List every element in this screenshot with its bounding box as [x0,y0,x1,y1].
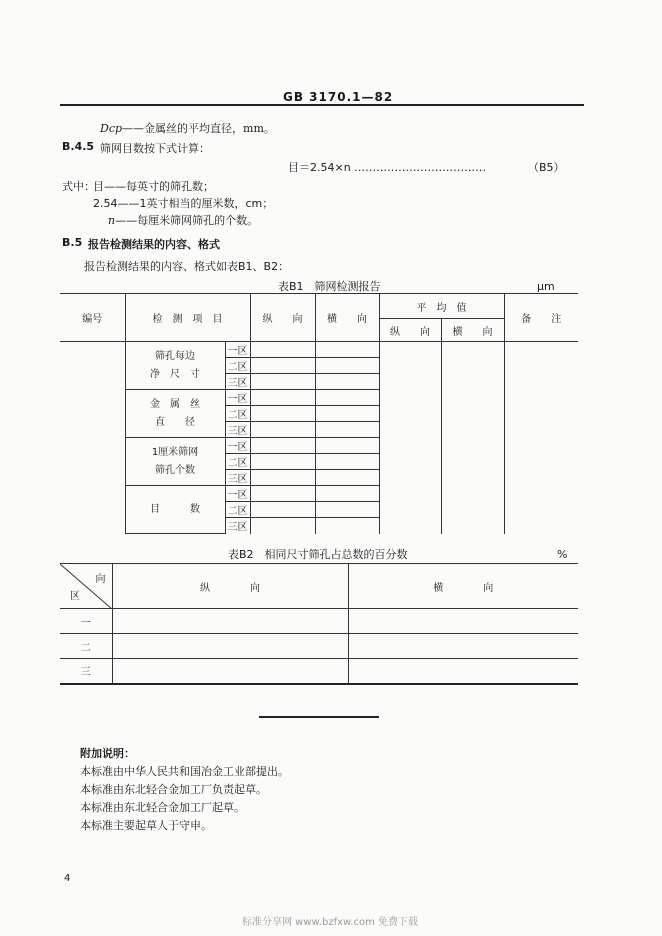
value-cell [112,609,348,634]
value-cell [250,486,315,502]
zone-label: 二区 [225,406,250,422]
page-number: 4 [64,873,71,884]
header-average: 平 均 值 [379,294,504,319]
watermark: 标准分享网 www.bzfxw.com 免费下载 [242,917,418,928]
value-cell [348,659,578,684]
where-line-3-text: ——每厘米筛网筛孔的个数。 [115,214,259,227]
dcp-description: ——金属丝的平均直径，mm。 [122,122,275,135]
end-rule [259,716,379,718]
value-cell [315,486,379,502]
avg-longitudinal-cell [379,342,441,534]
value-cell [250,342,315,358]
value-cell [315,342,379,358]
zone-label: 二区 [225,454,250,470]
zone-row-label: 二 [60,634,112,659]
zone-label: 二区 [225,358,250,374]
group-1-label-2: 净 尺 寸 [150,368,200,380]
table-b1 [60,293,578,534]
appendix-line-3: 本标准由东北轻合金加工厂起草。 [80,801,245,814]
group-2-label-1: 金 属 丝 [150,398,200,410]
value-cell [250,422,315,438]
header-longitudinal: 纵 向 [112,564,348,609]
value-cell [315,502,379,518]
clause-b5-title: 报告检测结果的内容、格式 [88,238,220,251]
zone-label: 一区 [225,486,250,502]
appendix-line-1: 本标准由中华人民共和国冶金工业部提出。 [80,765,289,778]
header-transverse: 横 向 [315,294,379,342]
value-cell [250,406,315,422]
zone-label: 三区 [225,422,250,438]
value-cell [315,406,379,422]
group-3-label-1: 1厘米筛网 [151,446,199,458]
group-2-label [125,390,225,438]
zone-label: 一区 [225,342,250,358]
value-cell [112,659,348,684]
table-b2 [60,563,578,685]
group-4-label-2: 目 数 [150,503,200,515]
corner-zone-label: 区 [70,591,80,602]
zone-row-label: 三 [60,659,112,684]
value-cell [315,374,379,390]
n-symbol: n [108,214,116,227]
value-cell [315,454,379,470]
value-cell [315,422,379,438]
remarks-cell [504,342,578,534]
value-cell [250,454,315,470]
value-cell [315,438,379,454]
where-line-2: 2.54——1英寸相当的厘米数，cm； [93,197,274,210]
formula-number: （B5） [528,161,565,174]
appendix-line-2: 本标准由东北轻合金加工厂负责起草。 [80,783,267,796]
value-cell [315,390,379,406]
table-b1-unit: μm [537,280,555,293]
value-cell [250,390,315,406]
value-cell [315,358,379,374]
value-cell [250,358,315,374]
group-2-label-2: 直 径 [155,416,195,428]
group-4-label [125,486,225,534]
corner-cell [60,564,112,609]
where-lead: 式中： [62,180,95,193]
group-3-label-2: 筛孔个数 [155,464,195,476]
value-cell [112,634,348,659]
zone-label: 一区 [225,438,250,454]
value-cell [348,634,578,659]
formula-b5: 目＝2.54×n ……………………………… [288,161,487,174]
clause-b45-number: B.4.5 [62,140,95,153]
zone-row-label: 一 [60,609,112,634]
group-1-label-1: 筛孔每边 [155,350,195,362]
value-cell [250,502,315,518]
value-cell [315,470,379,486]
where-line-3 [108,212,258,228]
header-avg-longitudinal: 纵 向 [379,319,441,342]
clause-b5-number: B.5 [62,236,83,249]
clause-b5-text: 报告检测结果的内容、格式如表B1、B2： [84,260,290,273]
table-b1-caption: 表B1 筛网检测报告 [278,280,381,293]
header-longitudinal: 纵 向 [250,294,315,342]
appendix-line-4: 本标准主要起草人于守申。 [80,819,212,832]
header-number: 编号 [60,294,125,342]
header-avg-transverse: 横 向 [441,319,504,342]
group-3-label [125,438,225,486]
value-cell [348,609,578,634]
clause-b45-text: 筛网目数按下式计算： [100,142,210,155]
table-b2-unit: % [557,548,568,561]
dcp-line [100,120,275,136]
zone-label: 三区 [225,374,250,390]
value-cell [250,518,315,534]
group-1-label [125,342,225,390]
appendix-title: 附加说明： [80,747,135,760]
corner-direction-label: 向 [95,574,106,585]
zone-label: 一区 [225,390,250,406]
where-line-1: 目——每英寸的筛孔数； [93,180,214,193]
dcp-symbol: Dcp [100,122,123,135]
avg-transverse-cell [441,342,504,534]
zone-label: 三区 [225,470,250,486]
value-cell [250,470,315,486]
value-cell [315,518,379,534]
number-cell [60,342,125,534]
header-transverse: 横 向 [348,564,578,609]
header-item: 检 测 项 目 [125,294,250,342]
header-remarks: 备 注 [504,294,578,342]
header-rule [60,104,584,106]
value-cell [250,374,315,390]
table-b2-caption: 表B2 相同尺寸筛孔占总数的百分数 [228,548,408,561]
standard-code: GB 3170.1—82 [283,90,394,104]
zone-label: 三区 [225,518,250,534]
value-cell [250,438,315,454]
zone-label: 二区 [225,502,250,518]
